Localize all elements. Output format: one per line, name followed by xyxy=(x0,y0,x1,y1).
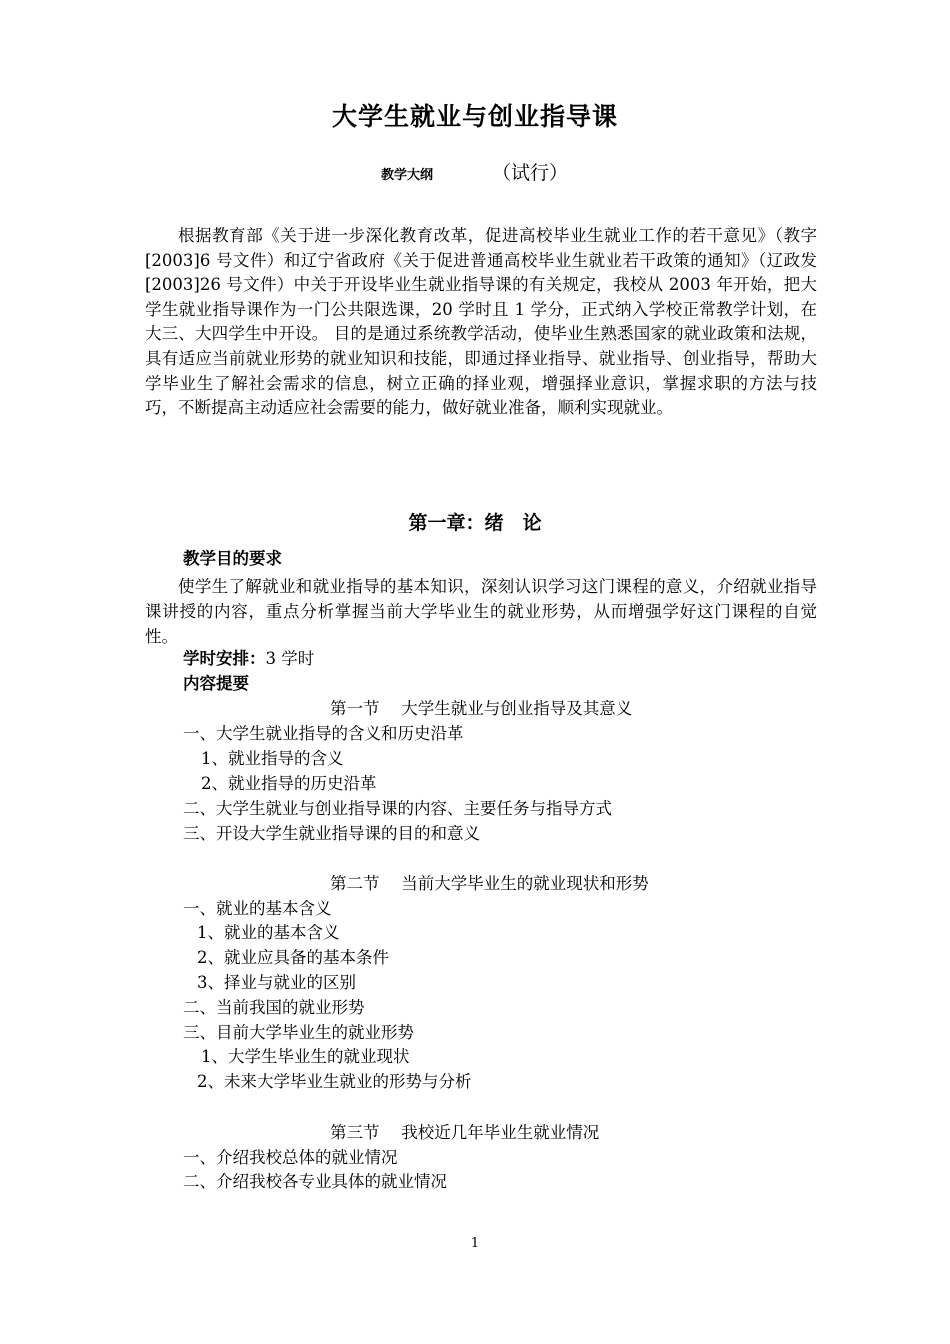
list-item: 二、介绍我校各专业具体的就业情况 xyxy=(183,1172,447,1191)
subtitle-trial: （试行） xyxy=(492,162,569,184)
list-item: 1、大学生毕业生的就业现状 xyxy=(201,1047,410,1066)
goal-heading: 教学目的要求 xyxy=(183,549,282,568)
list-item: 一、大学生就业指导的含义和历史沿革 xyxy=(183,724,464,743)
intro-paragraph: 根据教育部《关于进一步深化教育改革，促进高校毕业生就业工作的若干意见》（教字[2003]6 号文件）和辽宁省政府《关于促进普通高校毕业生就业若干政策的通知》（辽政发[2003]26 号文件）中关于开设毕业生就业指导课的有关规定，我校从 2003 年开始，把大学生就业指导课作为一门公共限选课，20 学时且 1 学分，正式纳入学校正常教学计划，在大三、大四学生中开设。 目的是通过系统教学活动，使毕业生熟悉国家的就业政策和法规，具有适应当前就业形势的就业知识和技能，即通过择业指导、就业指导、创业指导，帮助大学毕业生了解社会需求的信息，树立正确的择业观，增强择业意识，掌握求职的方法与技巧，不断提高主动适应社会需要的能力，做好就业准备，顺利实现就业。 xyxy=(145,226,817,418)
document-subtitle xyxy=(0,158,950,186)
document-title: 大学生就业与创业指导课 xyxy=(331,102,618,131)
section-3-title: 第三节 我校近几年毕业生就业情况 xyxy=(330,1123,600,1142)
list-item: 1、就业指导的含义 xyxy=(201,749,344,768)
list-item: 三、目前大学毕业生的就业形势 xyxy=(183,1023,414,1042)
chapter-heading: 第一章：绪 论 xyxy=(408,512,542,534)
list-item: 2、未来大学毕业生就业的形势与分析 xyxy=(197,1072,472,1091)
list-item: 一、就业的基本含义 xyxy=(183,899,332,918)
list-item: 2、就业应具备的基本条件 xyxy=(197,948,389,967)
summary-heading: 内容提要 xyxy=(183,674,249,693)
hours-label: 学时安排： xyxy=(183,649,266,668)
page-number: 1 xyxy=(470,1236,480,1251)
list-item: 三、开设大学生就业指导课的目的和意义 xyxy=(183,824,480,843)
goal-paragraph: 使学生了解就业和就业指导的基本知识，深刻认识学习这门课程的意义，介绍就业指导课讲授的内容，重点分析掌握当前大学毕业生的就业形势，从而增强学好这门课程的自觉性。 xyxy=(145,577,817,646)
list-item: 1、就业的基本含义 xyxy=(197,923,340,942)
list-item: 2、就业指导的历史沿革 xyxy=(201,774,377,793)
section-2-title: 第二节 当前大学毕业生的就业现状和形势 xyxy=(330,874,649,893)
list-item: 3、择业与就业的区别 xyxy=(197,973,356,992)
list-item: 二、当前我国的就业形势 xyxy=(183,998,365,1017)
list-item: 一、介绍我校总体的就业情况 xyxy=(183,1148,398,1167)
hours-value: 3 学时 xyxy=(265,649,315,668)
section-1-title: 第一节 大学生就业与创业指导及其意义 xyxy=(330,699,633,718)
hours-line xyxy=(183,648,314,670)
subtitle-syllabus: 教学大纲 xyxy=(381,168,434,183)
list-item: 二、大学生就业与创业指导课的内容、主要任务与指导方式 xyxy=(183,799,612,818)
